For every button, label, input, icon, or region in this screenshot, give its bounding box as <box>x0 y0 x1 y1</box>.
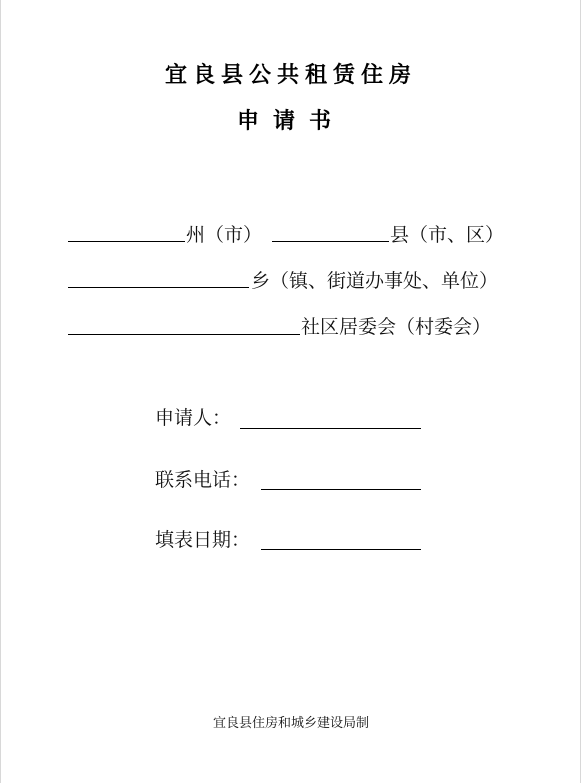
township-label: 乡（镇、街道办事处、单位） <box>251 270 499 292</box>
date-label: 填表日期： <box>155 529 251 551</box>
county-fill-line[interactable] <box>272 241 389 242</box>
document-subtitle: 申请书 <box>236 109 345 134</box>
prefecture-fill-line[interactable] <box>68 241 185 242</box>
community-label: 社区居委会（村委会） <box>301 316 492 338</box>
township-fill-line[interactable] <box>68 287 249 288</box>
issuer-footer: 宜良县住房和城乡建设局制 <box>212 716 369 731</box>
date-fill-line[interactable] <box>261 549 421 550</box>
community-fill-line[interactable] <box>68 334 300 335</box>
applicant-name-fill-line[interactable] <box>240 428 421 429</box>
applicant-name-label: 申请人： <box>155 407 232 429</box>
phone-label: 联系电话： <box>155 469 251 491</box>
document-title: 宜良县公共租赁住房 <box>164 63 417 88</box>
phone-fill-line[interactable] <box>261 489 421 490</box>
prefecture-label: 州（市） <box>186 224 263 246</box>
county-label: 县（市、区） <box>390 224 505 246</box>
